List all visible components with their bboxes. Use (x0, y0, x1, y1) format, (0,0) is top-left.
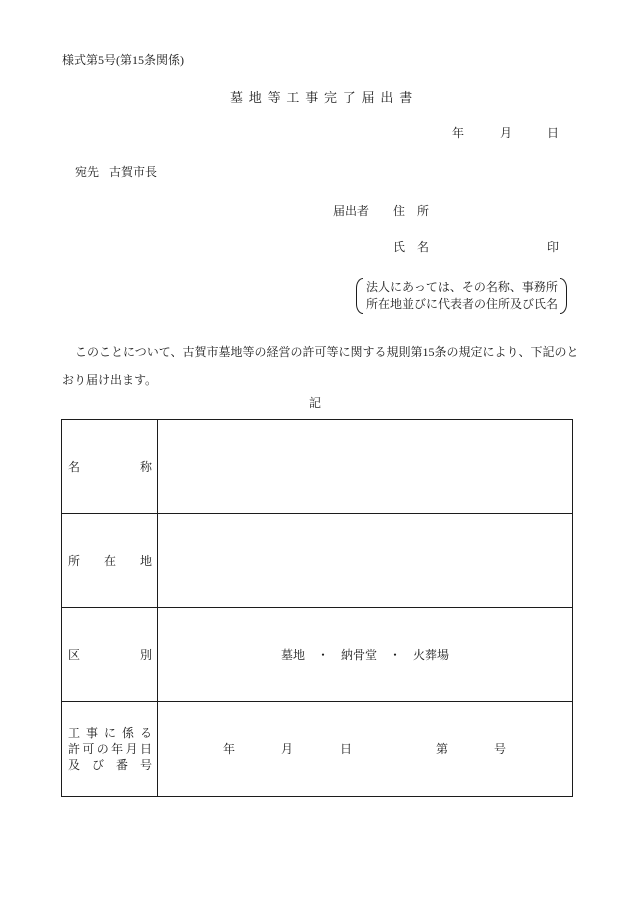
option-separator: ・ (316, 647, 329, 662)
body-text-line: おり届け出ます。 (62, 373, 158, 387)
label-char: 係 (121, 726, 134, 740)
label-char: 月 (125, 742, 138, 756)
label-char: 名 (68, 459, 81, 474)
permit-value-cell (158, 702, 572, 796)
applicant-address-label: 住所 (393, 204, 442, 218)
permit-year-label: 年 (223, 742, 236, 756)
label-char: び (91, 758, 104, 772)
label-char: に (103, 726, 116, 740)
option-separator: ・ (389, 647, 402, 662)
name-row-label (68, 459, 152, 475)
table-row-permit (62, 702, 572, 796)
permit-row-label-line (68, 741, 152, 757)
label-char: 区 (68, 647, 81, 662)
location-label-cell (62, 514, 158, 607)
name-label-cell (62, 420, 158, 513)
date-year-label: 年 (452, 126, 465, 140)
permit-day-label: 日 (340, 742, 353, 756)
category-options (281, 649, 449, 661)
category-row-label (68, 647, 152, 663)
applicant-name-label: 氏名 (393, 240, 442, 254)
permit-row-label-line (68, 757, 152, 773)
location-value-cell (158, 514, 572, 607)
label-char: 及 (68, 758, 81, 772)
label-char: 番 (115, 758, 128, 772)
label-char: 所 (68, 553, 81, 568)
label-char: 事 (85, 726, 98, 740)
applicant-label: 届出者 (333, 204, 370, 218)
note-left-bracket (356, 278, 363, 314)
document-title: 墓地等工事完了届出書 (230, 90, 419, 105)
option-ossuary: 納骨堂 (340, 647, 377, 662)
location-row-label (68, 553, 152, 569)
label-char: 工 (68, 726, 81, 740)
corporate-note-line: 所在地並びに代表者の住所及び氏名 (366, 297, 559, 311)
form-number: 様式第5号(第15条関係) (62, 53, 184, 67)
category-label-cell (62, 608, 158, 701)
date-day-label: 日 (547, 126, 560, 140)
option-crematorium: 火葬場 (413, 647, 450, 662)
permit-number-suffix: 号 (494, 742, 507, 756)
label-char: る (139, 726, 152, 740)
label-char: 可 (82, 742, 95, 756)
label-char: 号 (139, 758, 152, 772)
label-char: 許 (68, 742, 81, 756)
label-char: 日 (139, 742, 152, 756)
name-value-cell (158, 420, 572, 513)
label-char: 別 (139, 647, 152, 662)
body-text-line: このことについて、古賀市墓地等の経営の許可等に関する規則第15条の規定により、下記のと (75, 345, 579, 359)
table-row-category (62, 608, 572, 702)
table-row-location (62, 514, 572, 608)
permit-month-label: 月 (281, 742, 294, 756)
option-cemetery: 墓地 (280, 647, 305, 662)
label-char: の (96, 742, 109, 756)
category-value-cell (158, 608, 572, 701)
addressee-label: 宛先 (75, 165, 100, 179)
table-row-name (62, 420, 572, 514)
seal-mark: 印 (547, 240, 560, 254)
note-right-bracket (560, 278, 567, 314)
date-month-label: 月 (500, 126, 513, 140)
permit-label-cell (62, 702, 158, 796)
addressee-name: 古賀市長 (109, 165, 158, 179)
record-heading: 記 (309, 396, 322, 410)
label-char: 年 (111, 742, 124, 756)
label-char: 称 (139, 459, 152, 474)
permit-row-label-line (68, 725, 152, 741)
permit-number-prefix: 第 (436, 742, 449, 756)
label-char: 在 (103, 553, 116, 568)
corporate-note-line: 法人にあっては、その名称、事務所 (366, 280, 558, 294)
detail-table (61, 419, 573, 797)
label-char: 地 (139, 553, 152, 568)
